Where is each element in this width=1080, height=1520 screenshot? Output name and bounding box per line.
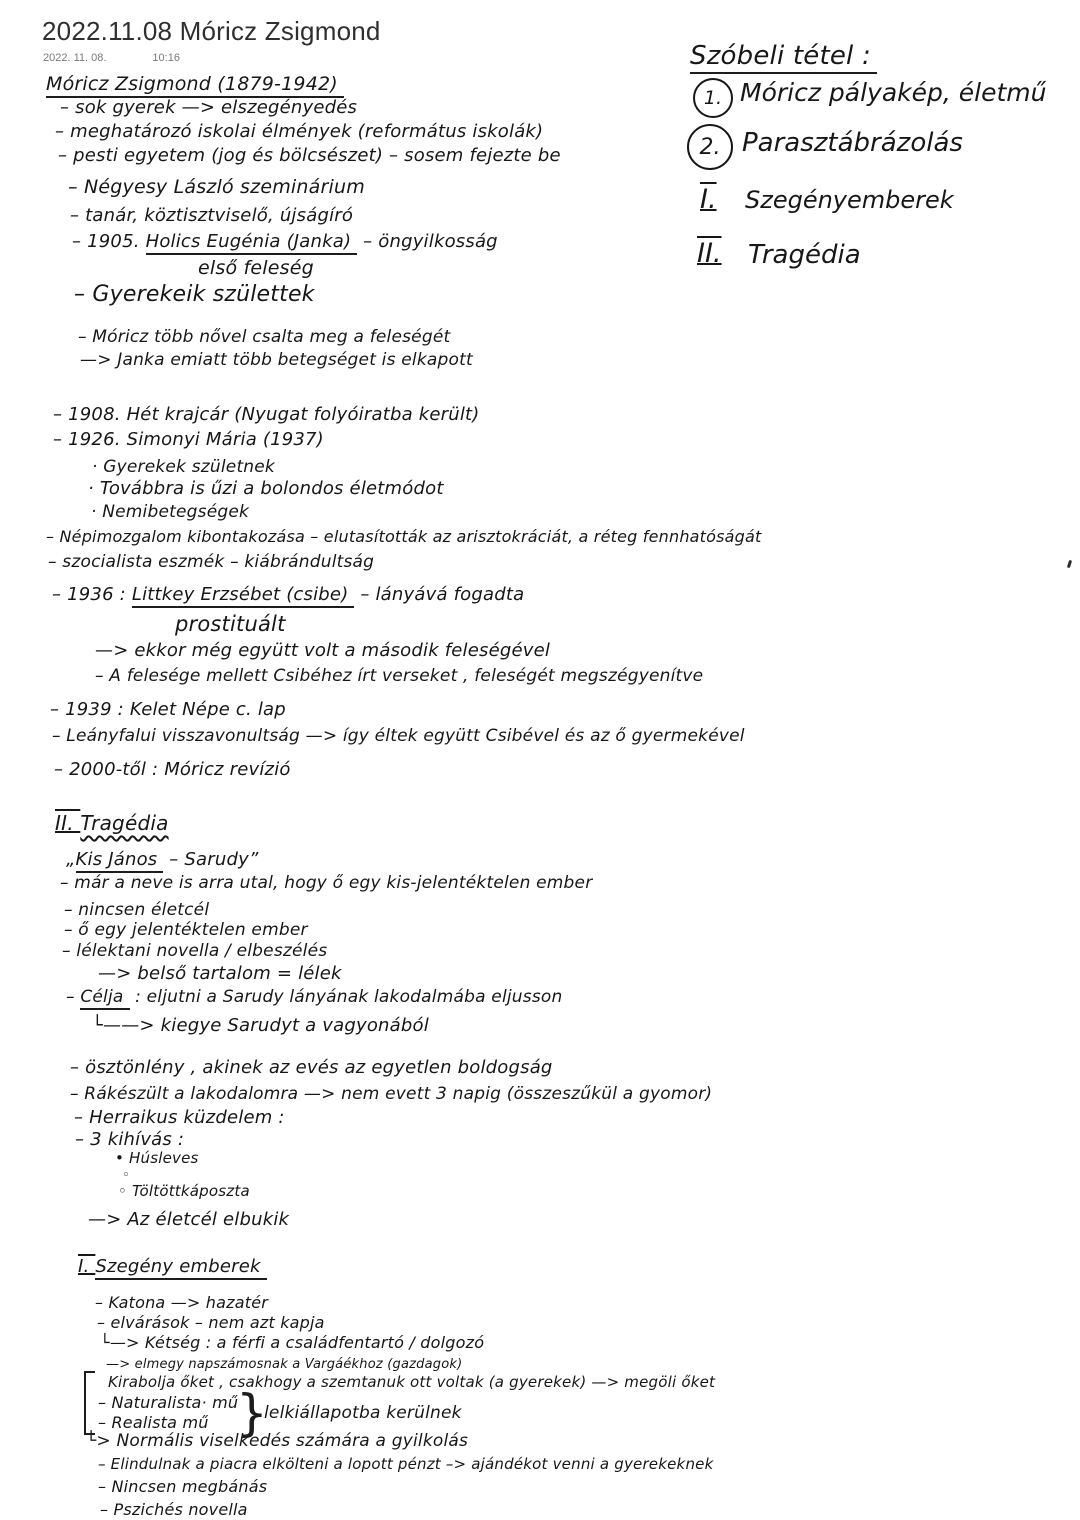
note-line bbox=[92, 1016, 429, 1037]
roman-numeral-marker: I. bbox=[700, 184, 717, 215]
note-text: – tanár, köztisztviselő, újságíró bbox=[70, 205, 354, 226]
tetel-item-text: Parasztábrázolás bbox=[742, 128, 963, 158]
note-text: – Gyerekeik születtek bbox=[74, 282, 315, 307]
note-text: – szocialista eszmék – kiábrándultság bbox=[48, 552, 375, 572]
note-text: – nincsen életcél bbox=[64, 900, 210, 920]
note-line bbox=[74, 1108, 285, 1129]
note-text: lelkiállapotba kerülnek bbox=[264, 1403, 462, 1423]
page-title: 2022.11.08 Móricz Zsigmond bbox=[42, 16, 381, 46]
note-text: „ bbox=[66, 849, 76, 870]
note-line bbox=[97, 1314, 325, 1332]
note-text: • Húsleves bbox=[115, 1149, 199, 1167]
note-line bbox=[92, 458, 275, 478]
stray-ink-mark bbox=[1067, 560, 1072, 569]
note-line bbox=[62, 942, 327, 962]
note-text: Kis János bbox=[76, 849, 164, 873]
note-line bbox=[58, 146, 561, 167]
note-line bbox=[54, 760, 291, 781]
left-bracket-decoration bbox=[84, 1371, 95, 1435]
note-text: – sok gyerek —> elszegényedés bbox=[60, 97, 358, 118]
note-line bbox=[64, 901, 209, 921]
note-line bbox=[46, 74, 344, 96]
note-line bbox=[95, 667, 703, 687]
note-text: —> ekkor még együtt volt a második feleségével bbox=[95, 640, 551, 661]
tetel-item-text: Tragédia bbox=[748, 240, 861, 270]
note-line bbox=[198, 258, 314, 280]
note-text: – Pszichés novella bbox=[100, 1500, 248, 1519]
note-line bbox=[64, 921, 308, 941]
note-line bbox=[55, 122, 543, 143]
note-text: · Nemibetegségek bbox=[91, 502, 250, 522]
note-text: – Katona —> hazatér bbox=[95, 1293, 269, 1312]
note-text: II. bbox=[55, 811, 81, 835]
note-line bbox=[98, 964, 342, 985]
note-line bbox=[100, 1334, 484, 1352]
note-text: – Rákészült a lakodalomra —> nem evett 3 napig (összeszűkül a gyomor) bbox=[70, 1084, 713, 1104]
page-time: 10:16 bbox=[152, 52, 180, 64]
note-line bbox=[70, 1058, 553, 1079]
note-text: – Népimozgalom kibontakozása – elutasították az arisztokráciát, a réteg fennhatóságát bbox=[46, 527, 762, 546]
note-text: – Naturalista· mű bbox=[98, 1393, 239, 1412]
note-line bbox=[98, 1456, 713, 1473]
note-line bbox=[75, 1130, 184, 1151]
note-text: – Realista mű bbox=[98, 1413, 209, 1432]
note-text: · Továbbra is űzi a bolondos életmódot bbox=[88, 478, 444, 499]
note-text: – Nincsen megbánás bbox=[98, 1477, 268, 1496]
note-text: – öngyilkosság bbox=[357, 231, 498, 252]
note-text: – már a neve is arra utal, hogy ő egy kis-jelentéktelen ember bbox=[60, 873, 593, 893]
note-line bbox=[86, 1432, 468, 1452]
note-line bbox=[80, 351, 473, 371]
note-text: – lélektani novella / elbeszélés bbox=[62, 941, 328, 961]
note-text: Célja bbox=[80, 987, 129, 1010]
note-text: – 1905. bbox=[72, 231, 146, 252]
note-line bbox=[108, 1374, 715, 1391]
note-text: └—> Kétség : a férfi a családfentartó / dolgozó bbox=[100, 1333, 485, 1352]
note-text: Móricz Zsigmond (1879-1942) bbox=[46, 73, 344, 98]
note-text: : eljutni a Sarudy lányának lakodalmába eljusson bbox=[129, 987, 563, 1007]
note-text: – Leányfalui visszavonultság —> így éltek együtt Csibével és az ő gyermekével bbox=[52, 726, 745, 746]
note-line bbox=[74, 282, 315, 307]
note-line bbox=[46, 528, 762, 546]
note-line bbox=[48, 553, 374, 573]
page-date: 2022. 11. 08. bbox=[43, 52, 107, 64]
note-text: – 3 kihívás : bbox=[75, 1129, 185, 1150]
tetel-heading bbox=[690, 42, 877, 72]
note-text: – A felesége mellett Csibéhez írt verseket , feleségét megszégyenítve bbox=[95, 666, 704, 686]
note-line bbox=[88, 1210, 289, 1231]
note-line bbox=[52, 727, 745, 747]
note-text: Kirabolja őket , csakhogy a szemtanuk ott voltak (a gyerekek) —> megöli őket bbox=[108, 1373, 716, 1391]
note-line bbox=[95, 641, 550, 662]
note-text: – lányává fogadta bbox=[354, 584, 525, 605]
note-line bbox=[70, 1085, 712, 1105]
note-text: – 1939 : Kelet Népe c. lap bbox=[50, 699, 286, 720]
note-text: – Herraikus küzdelem : bbox=[74, 1107, 285, 1128]
note-line bbox=[175, 612, 286, 636]
note-text: └> Normális viselkedés számára a gyilkolás bbox=[86, 1431, 469, 1451]
tetel-item-text: Móricz pályakép, életmű bbox=[740, 78, 1047, 107]
note-line bbox=[70, 206, 353, 227]
note-text: Littkey Erzsébet (csibe) bbox=[132, 584, 355, 608]
note-text: prostituált bbox=[175, 612, 286, 636]
note-text: első feleség bbox=[198, 257, 314, 279]
note-line bbox=[106, 1358, 462, 1373]
note-line bbox=[66, 850, 259, 871]
note-text: – 1926. Simonyi Mária (1937) bbox=[53, 429, 324, 450]
note-text: – 1908. Hét krajcár (Nyugat folyóiratba került) bbox=[53, 404, 480, 425]
note-text: – Móricz több nővel csalta meg a feleségét bbox=[78, 327, 451, 347]
page-meta bbox=[43, 52, 180, 64]
note-line bbox=[78, 1257, 267, 1278]
note-text: – 2000-től : Móricz revízió bbox=[54, 759, 291, 780]
note-text: ◦ Töltöttkáposzta bbox=[118, 1182, 250, 1200]
note-text: · Gyerekek születnek bbox=[92, 457, 275, 477]
note-line bbox=[98, 1394, 238, 1412]
note-text: – bbox=[66, 987, 81, 1007]
note-text: – ő egy jelentéktelen ember bbox=[64, 920, 308, 940]
circled-number-marker: 2. bbox=[687, 124, 733, 170]
note-text: – 1936 : bbox=[52, 584, 132, 605]
note-text: —> belső tartalom = lélek bbox=[98, 963, 342, 984]
tetel-item-text: Szegényemberek bbox=[745, 186, 954, 214]
note-text: Tragédia bbox=[80, 811, 169, 835]
note-line bbox=[78, 328, 450, 348]
note-line bbox=[118, 1183, 250, 1200]
right-brace-decoration: } bbox=[236, 1384, 268, 1442]
note-text: – pesti egyetem (jog és bölcsészet) – sosem fejezte be bbox=[58, 145, 561, 166]
note-line bbox=[100, 1501, 248, 1519]
note-line bbox=[66, 988, 562, 1008]
note-line bbox=[72, 232, 498, 253]
circled-number-marker: 1. bbox=[693, 78, 733, 118]
note-text: – meghatározó iskolai élmények (református iskolák) bbox=[55, 121, 544, 142]
note-line bbox=[53, 430, 324, 451]
roman-numeral-marker: II. bbox=[697, 238, 722, 269]
note-text: – ösztönlény , akinek az evés az egyetlen boldogság bbox=[70, 1057, 553, 1078]
note-line bbox=[95, 1294, 268, 1312]
note-text: I. bbox=[78, 1256, 96, 1277]
note-line bbox=[50, 700, 286, 721]
note-text: └——> kiegye Sarudyt a vagyonából bbox=[92, 1015, 429, 1036]
note-line bbox=[53, 405, 480, 426]
note-text: – Sarudy” bbox=[163, 849, 259, 870]
note-text: – Elindulnak a piacra elkölteni a lopott pénzt –> ajándékot venni a gyerekeknek bbox=[98, 1455, 714, 1473]
note-line bbox=[55, 812, 169, 835]
note-line bbox=[115, 1150, 199, 1167]
note-line bbox=[68, 177, 365, 199]
note-text: – Négyesy László szeminárium bbox=[68, 176, 365, 198]
note-text: —> Az életcél elbukik bbox=[88, 1209, 290, 1230]
note-line bbox=[98, 1478, 267, 1496]
note-line bbox=[52, 585, 524, 606]
note-text: ◦ bbox=[122, 1168, 130, 1183]
note-line bbox=[60, 874, 592, 894]
note-text: —> Janka emiatt több betegséget is elkapott bbox=[80, 350, 473, 370]
note-line bbox=[91, 503, 249, 523]
note-line bbox=[264, 1404, 462, 1424]
note-line bbox=[88, 479, 444, 500]
note-text: – elvárások – nem azt kapja bbox=[97, 1313, 325, 1332]
note-text: —> elmegy napszámosnak a Vargáékhoz (gazdagok) bbox=[106, 1357, 463, 1372]
note-text: Szegény emberek bbox=[95, 1256, 266, 1280]
note-text: Holics Eugénia (Janka) bbox=[146, 231, 358, 255]
tetel-heading-text: Szóbeli tétel : bbox=[690, 41, 877, 74]
note-line bbox=[60, 98, 357, 119]
note-line bbox=[98, 1414, 209, 1432]
